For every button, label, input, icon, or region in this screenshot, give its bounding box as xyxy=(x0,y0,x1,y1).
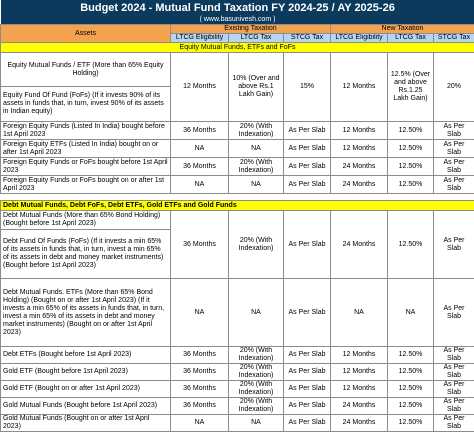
asset-cell: Foreign Equity Funds or FoFs bought before 1st April 2023 xyxy=(1,158,171,176)
cell-existing-stcg: As Per Slab xyxy=(284,347,331,364)
cell-new-stcg: As Per Slab xyxy=(434,122,474,140)
asset-cell: Equity Mutual Funds / ETF (More than 65% Equity Holding) xyxy=(1,53,171,87)
asset-cell: Gold Mutual Funds (Bought on or after 1st April 2023) xyxy=(1,415,171,432)
cell-existing-ltcg: NA xyxy=(229,415,284,432)
page-title: Budget 2024 - Mutual Fund Taxation FY 2024-25 / AY 2025-26 xyxy=(1,0,474,15)
cell-existing-eligibility: NA xyxy=(171,176,229,194)
cell-new-ltcg: 12.50% xyxy=(388,176,434,194)
cell-new-eligibility: 24 Months xyxy=(331,415,388,432)
cell-new-eligibility: 24 Months xyxy=(331,176,388,194)
cell-existing-stcg: As Per Slab xyxy=(284,176,331,194)
cell-existing-stcg: As Per Slab xyxy=(284,279,331,347)
cell-new-stcg: As Per Slab xyxy=(434,176,474,194)
cell-existing-eligibility: 36 Months xyxy=(171,122,229,140)
cell-new-eligibility: 24 Months xyxy=(331,211,388,279)
equity-section-header: Equity Mutual Funds, ETFs and FoFs xyxy=(1,43,474,53)
existing-ltcg-tax-header: LTCG Tax xyxy=(229,34,284,43)
cell-new-eligibility: 24 Months xyxy=(331,398,388,415)
cell-existing-eligibility: 36 Months xyxy=(171,364,229,381)
cell-new-stcg: As Per Slab xyxy=(434,398,474,415)
cell-existing-ltcg: 20% (With Indexation) xyxy=(229,122,284,140)
cell-existing-stcg: As Per Slab xyxy=(284,381,331,398)
cell-existing-ltcg: 20% (With Indexation) xyxy=(229,211,284,279)
cell-existing-stcg: As Per Slab xyxy=(284,140,331,158)
cell-existing-eligibility: NA xyxy=(171,279,229,347)
asset-cell: Debt Mutual Funds. ETFs (More than 65% Bond Holding) (Bought on or after 1st April 2023) (If it invests a min 65% of its assets in funds that, in turn, invest a min 65% of its assets in debt and money market instruments) (Bought on or after 1st April 2023) xyxy=(1,279,171,347)
cell-new-ltcg: 12.50% xyxy=(388,381,434,398)
cell-new-stcg: As Per Slab xyxy=(434,364,474,381)
cell-new-eligibility: NA xyxy=(331,279,388,347)
cell-new-ltcg: 12.50% xyxy=(388,398,434,415)
cell-existing-ltcg: NA xyxy=(229,176,284,194)
cell-new-stcg: 20% xyxy=(434,53,474,122)
cell-new-eligibility: 12 Months xyxy=(331,381,388,398)
asset-cell: Debt Mutual Funds (More than 65% Bond Holding) (Bought before 1st April 2023) xyxy=(1,211,171,230)
cell-existing-stcg: As Per Slab xyxy=(284,211,331,279)
cell-existing-eligibility: 36 Months xyxy=(171,211,229,279)
cell-new-eligibility: 24 Months xyxy=(331,158,388,176)
cell-existing-eligibility: NA xyxy=(171,140,229,158)
cell-new-stcg: As Per Slab xyxy=(434,347,474,364)
cell-new-ltcg: 12.50% xyxy=(388,158,434,176)
cell-new-stcg: As Per Slab xyxy=(434,158,474,176)
asset-cell: Foreign Equity Funds or FoFs bought on or after 1st April 2023 xyxy=(1,176,171,194)
cell-new-ltcg: 12.50% xyxy=(388,211,434,279)
cell-existing-stcg: As Per Slab xyxy=(284,364,331,381)
cell-existing-ltcg: 20% (With Indexation) xyxy=(229,398,284,415)
cell-new-eligibility: 12 Months xyxy=(331,364,388,381)
existing-stcg-tax-header: STCG Tax xyxy=(284,34,331,43)
cell-existing-ltcg: 20% (With Indexation) xyxy=(229,381,284,398)
asset-cell: Equity Fund Of Fund (FoFs) (If it invests 90% of its assets in funds that, in turn, invest 90% of its assets in Indian equity) xyxy=(1,87,171,122)
assets-header: Assets xyxy=(1,25,171,43)
new-ltcg-tax-header: LTCG Tax xyxy=(388,34,434,43)
cell-existing-ltcg: 20% (With Indexation) xyxy=(229,364,284,381)
cell-new-ltcg: NA xyxy=(388,279,434,347)
cell-existing-ltcg: NA xyxy=(229,140,284,158)
cell-new-ltcg: 12.50% xyxy=(388,415,434,432)
cell-new-stcg: As Per Slab xyxy=(434,279,474,347)
new-taxation-header: New Taxation xyxy=(331,25,474,34)
cell-new-eligibility: 12 Months xyxy=(331,347,388,364)
cell-new-ltcg: 12.50% xyxy=(388,122,434,140)
cell-new-stcg: As Per Slab xyxy=(434,415,474,432)
cell-existing-stcg: As Per Slab xyxy=(284,398,331,415)
cell-existing-ltcg: 20% (With Indexation) xyxy=(229,158,284,176)
cell-existing-eligibility: 36 Months xyxy=(171,158,229,176)
cell-existing-eligibility: NA xyxy=(171,415,229,432)
asset-cell: Foreign Equity ETFs (Listed In India) bought on or after 1st April 2023 xyxy=(1,140,171,158)
asset-cell: Debt Fund Of Funds (FoFs) (If it invests a min 65% of its assets in funds that, in turn, invest a min 65% of its assets in debt and money market instruments) (Bought before 1st April 2023) xyxy=(1,230,171,279)
new-stcg-tax-header: STCG Tax xyxy=(434,34,474,43)
new-ltcg-eligibility-header: LTCG Eligibility xyxy=(331,34,388,43)
cell-existing-ltcg: 20% (With Indexation) xyxy=(229,347,284,364)
cell-new-ltcg: 12.50% xyxy=(388,140,434,158)
cell-existing-ltcg: NA xyxy=(229,279,284,347)
existing-ltcg-eligibility-header: LTCG Eligibility xyxy=(171,34,229,43)
cell-new-stcg: As Per Slab xyxy=(434,381,474,398)
cell-new-eligibility: 12 Months xyxy=(331,122,388,140)
cell-new-ltcg: 12.50% xyxy=(388,364,434,381)
spacer-row xyxy=(1,194,474,201)
asset-cell: Gold ETF (Bought on or after 1st April 2023) xyxy=(1,381,171,398)
cell-new-stcg: As Per Slab xyxy=(434,211,474,279)
cell-existing-stcg: As Per Slab xyxy=(284,158,331,176)
cell-existing-eligibility: 36 Months xyxy=(171,398,229,415)
existing-taxation-header: Existing Taxation xyxy=(171,25,331,34)
website-caption: ( www.basunivesh.com ) xyxy=(1,15,474,25)
asset-cell: Gold ETF (Bought before 1st April 2023) xyxy=(1,364,171,381)
asset-cell: Debt ETFs (Bought before 1st April 2023) xyxy=(1,347,171,364)
cell-existing-stcg: 15% xyxy=(284,53,331,122)
cell-existing-stcg: As Per Slab xyxy=(284,122,331,140)
cell-new-ltcg: 12.5% (Over and above Rs.1.25 Lakh Gain) xyxy=(388,53,434,122)
cell-existing-eligibility: 36 Months xyxy=(171,381,229,398)
cell-existing-stcg: As Per Slab xyxy=(284,415,331,432)
cell-new-eligibility: 12 Months xyxy=(331,53,388,122)
cell-new-eligibility: 12 Months xyxy=(331,140,388,158)
cell-existing-eligibility: 36 Months xyxy=(171,347,229,364)
cell-existing-ltcg: 10% (Over and above Rs.1 Lakh Gain) xyxy=(229,53,284,122)
cell-new-stcg: As Per Slab xyxy=(434,140,474,158)
asset-cell: Gold Mutual Funds (Bought before 1st April 2023) xyxy=(1,398,171,415)
cell-existing-eligibility: 12 Months xyxy=(171,53,229,122)
cell-new-ltcg: 12.50% xyxy=(388,347,434,364)
asset-cell: Foreign Equity Funds (Listed In India) bought before 1st April 2023 xyxy=(1,122,171,140)
debt-section-header: Debt Mutual Funds, Debt FoFs, Debt ETFs, Gold ETFs and Gold Funds xyxy=(1,201,474,211)
